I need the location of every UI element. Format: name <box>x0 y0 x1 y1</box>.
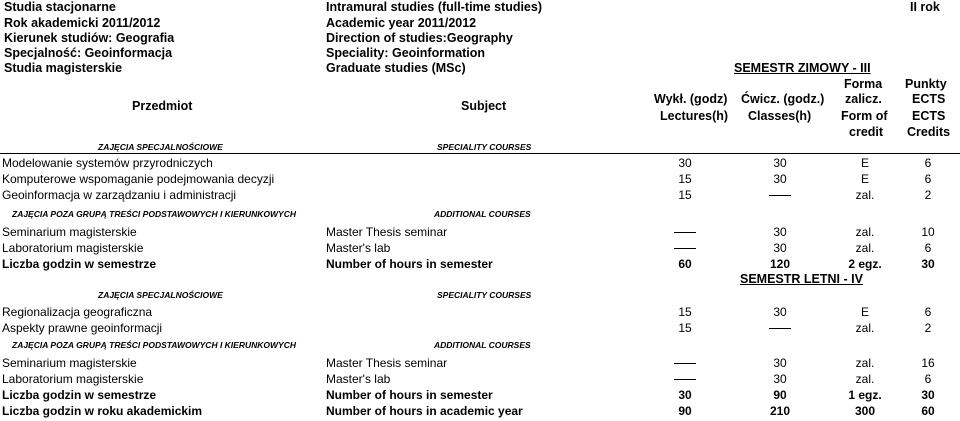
lectures-value: 15 <box>678 188 692 202</box>
total-label: Liczba godzin w semestrze <box>2 257 157 271</box>
lectures-value: 15 <box>678 321 692 335</box>
course-name: Laboratorium magisterskie <box>2 241 144 255</box>
form-value: zal. <box>855 241 875 255</box>
classes-value: 90 <box>773 388 787 402</box>
course-name: Modelowanie systemów przyrodniczych <box>2 156 213 170</box>
col-classes-pl: Ćwicz. (godz.) <box>741 92 825 106</box>
classes-value: 210 <box>769 404 791 418</box>
form-value: zal. <box>855 321 875 335</box>
classes-value: 30 <box>773 241 787 255</box>
classes-value: 30 <box>773 225 787 239</box>
semester-summer-title: SEMESTR LETNI - IV <box>740 272 863 286</box>
classes-value: 30 <box>773 372 787 386</box>
col-ects-pl-1: Punkty <box>905 77 947 91</box>
course-name: Seminarium magisterskie <box>2 356 137 370</box>
section-spec-pl-winter: ZAJĘCIA SPECJALNOŚCIOWE <box>98 142 223 152</box>
year-label: II rok <box>910 0 940 14</box>
year-total-label: Liczba godzin w roku akademickim <box>2 404 203 418</box>
section-spec-pl-summer: ZAJĘCIA SPECJALNOŚCIOWE <box>98 290 223 300</box>
course-subject: Master's lab <box>326 372 391 386</box>
year-total-subject: Number of hours in academic year <box>326 404 523 418</box>
classes-value: 30 <box>773 172 787 186</box>
section-add-en-summer: ADDITIONAL COURSES <box>434 340 531 350</box>
form-value: E <box>860 305 869 319</box>
col-form-en-1: Form of <box>841 109 888 123</box>
form-value: zal. <box>855 356 875 370</box>
header-left-0: Studia stacjonarne <box>4 0 116 14</box>
classes-value: 120 <box>769 257 791 271</box>
ects-value: 2 <box>924 321 932 335</box>
lectures-value: 15 <box>678 305 692 319</box>
course-name: Regionalizacja geograficzna <box>2 305 153 319</box>
total-subject: Number of hours in semester <box>326 257 493 271</box>
header-middle-3: Speciality: Geoinformation <box>326 46 486 60</box>
lectures-value: 15 <box>678 172 692 186</box>
lectures-value: 30 <box>678 388 692 402</box>
divider-line <box>0 153 960 154</box>
header-middle-1: Academic year 2011/2012 <box>326 16 477 30</box>
lectures-value: 30 <box>678 156 692 170</box>
course-subject: Master Thesis seminar <box>326 225 448 239</box>
ects-value: 2 <box>924 188 932 202</box>
course-name: Geoinformacja w zarządzaniu i administracji <box>2 188 237 202</box>
course-name: Aspekty prawne geoinformacji <box>2 321 163 335</box>
section-add-en-winter: ADDITIONAL COURSES <box>434 209 531 219</box>
ects-value: 6 <box>924 156 932 170</box>
header-left-1: Rok akademicki 2011/2012 <box>4 16 161 30</box>
course-subject: Master Thesis seminar <box>326 356 448 370</box>
header-left-4: Studia magisterskie <box>4 61 123 75</box>
section-spec-en-winter: SPECIALITY COURSES <box>437 142 532 152</box>
col-ects-en-2: Credits <box>907 125 951 139</box>
header-middle-2: Direction of studies:Geography <box>326 31 513 45</box>
course-subject: Master's lab <box>326 241 391 255</box>
col-przedmiot: Przedmiot <box>132 99 193 113</box>
ects-value: 16 <box>921 356 935 370</box>
total-label: Liczba godzin w semestrze <box>2 388 157 402</box>
form-value: E <box>860 172 869 186</box>
classes-dash <box>755 321 805 335</box>
ects-value: 6 <box>924 372 932 386</box>
ects-value: 60 <box>921 404 935 418</box>
header-middle-4: Graduate studies (MSc) <box>326 61 466 75</box>
col-lectures-en: Lectures(h) <box>660 109 729 123</box>
lectures-dash <box>660 372 710 386</box>
col-form-pl-1: Forma <box>844 77 883 91</box>
classes-value: 30 <box>773 156 787 170</box>
course-name: Seminarium magisterskie <box>2 225 137 239</box>
col-classes-en: Classes(h) <box>748 109 812 123</box>
section-spec-en-summer: SPECIALITY COURSES <box>437 290 532 300</box>
col-form-en-2: credit <box>849 125 884 139</box>
lectures-value: 90 <box>678 404 692 418</box>
lectures-dash <box>660 241 710 255</box>
classes-dash <box>755 188 805 202</box>
section-add-pl-winter: ZAJĘCIA POZA GRUPĄ TREŚCI PODSTAWOWYCH I KIERUNKOWYCH <box>12 209 296 219</box>
classes-value: 30 <box>773 356 787 370</box>
lectures-value: 60 <box>678 257 692 271</box>
form-value: E <box>860 156 869 170</box>
form-value: 2 egz. <box>848 257 882 271</box>
col-ects-pl-2: ECTS <box>912 92 946 106</box>
header-middle-0: Intramural studies (full-time studies) <box>326 0 543 14</box>
course-name: Laboratorium magisterskie <box>2 372 144 386</box>
form-value: zal. <box>855 188 875 202</box>
ects-value: 30 <box>921 257 935 271</box>
col-form-pl-2: zalicz. <box>845 92 882 106</box>
semester-winter-title: SEMESTR ZIMOWY - III <box>734 61 871 75</box>
col-ects-en-1: ECTS <box>912 109 946 123</box>
header-left-2: Kierunek studiów: Geografia <box>4 31 175 45</box>
section-add-pl-summer: ZAJĘCIA POZA GRUPĄ TREŚCI PODSTAWOWYCH I KIERUNKOWYCH <box>12 340 296 350</box>
ects-value: 30 <box>921 388 935 402</box>
form-value: 1 egz. <box>848 388 882 402</box>
ects-value: 6 <box>924 172 932 186</box>
total-subject: Number of hours in semester <box>326 388 493 402</box>
form-value: zal. <box>855 225 875 239</box>
header-left-3: Specjalność: Geoinformacja <box>4 46 173 60</box>
form-value: zal. <box>855 372 875 386</box>
ects-value: 6 <box>924 241 932 255</box>
col-lectures-pl: Wykł. (godz) <box>654 92 728 106</box>
ects-value: 10 <box>921 225 935 239</box>
course-name: Komputerowe wspomaganie podejmowania decyzji <box>2 172 275 186</box>
form-value: 300 <box>854 404 876 418</box>
ects-value: 6 <box>924 305 932 319</box>
col-subject: Subject <box>461 99 507 113</box>
classes-value: 30 <box>773 305 787 319</box>
lectures-dash <box>660 356 710 370</box>
lectures-dash <box>660 225 710 239</box>
